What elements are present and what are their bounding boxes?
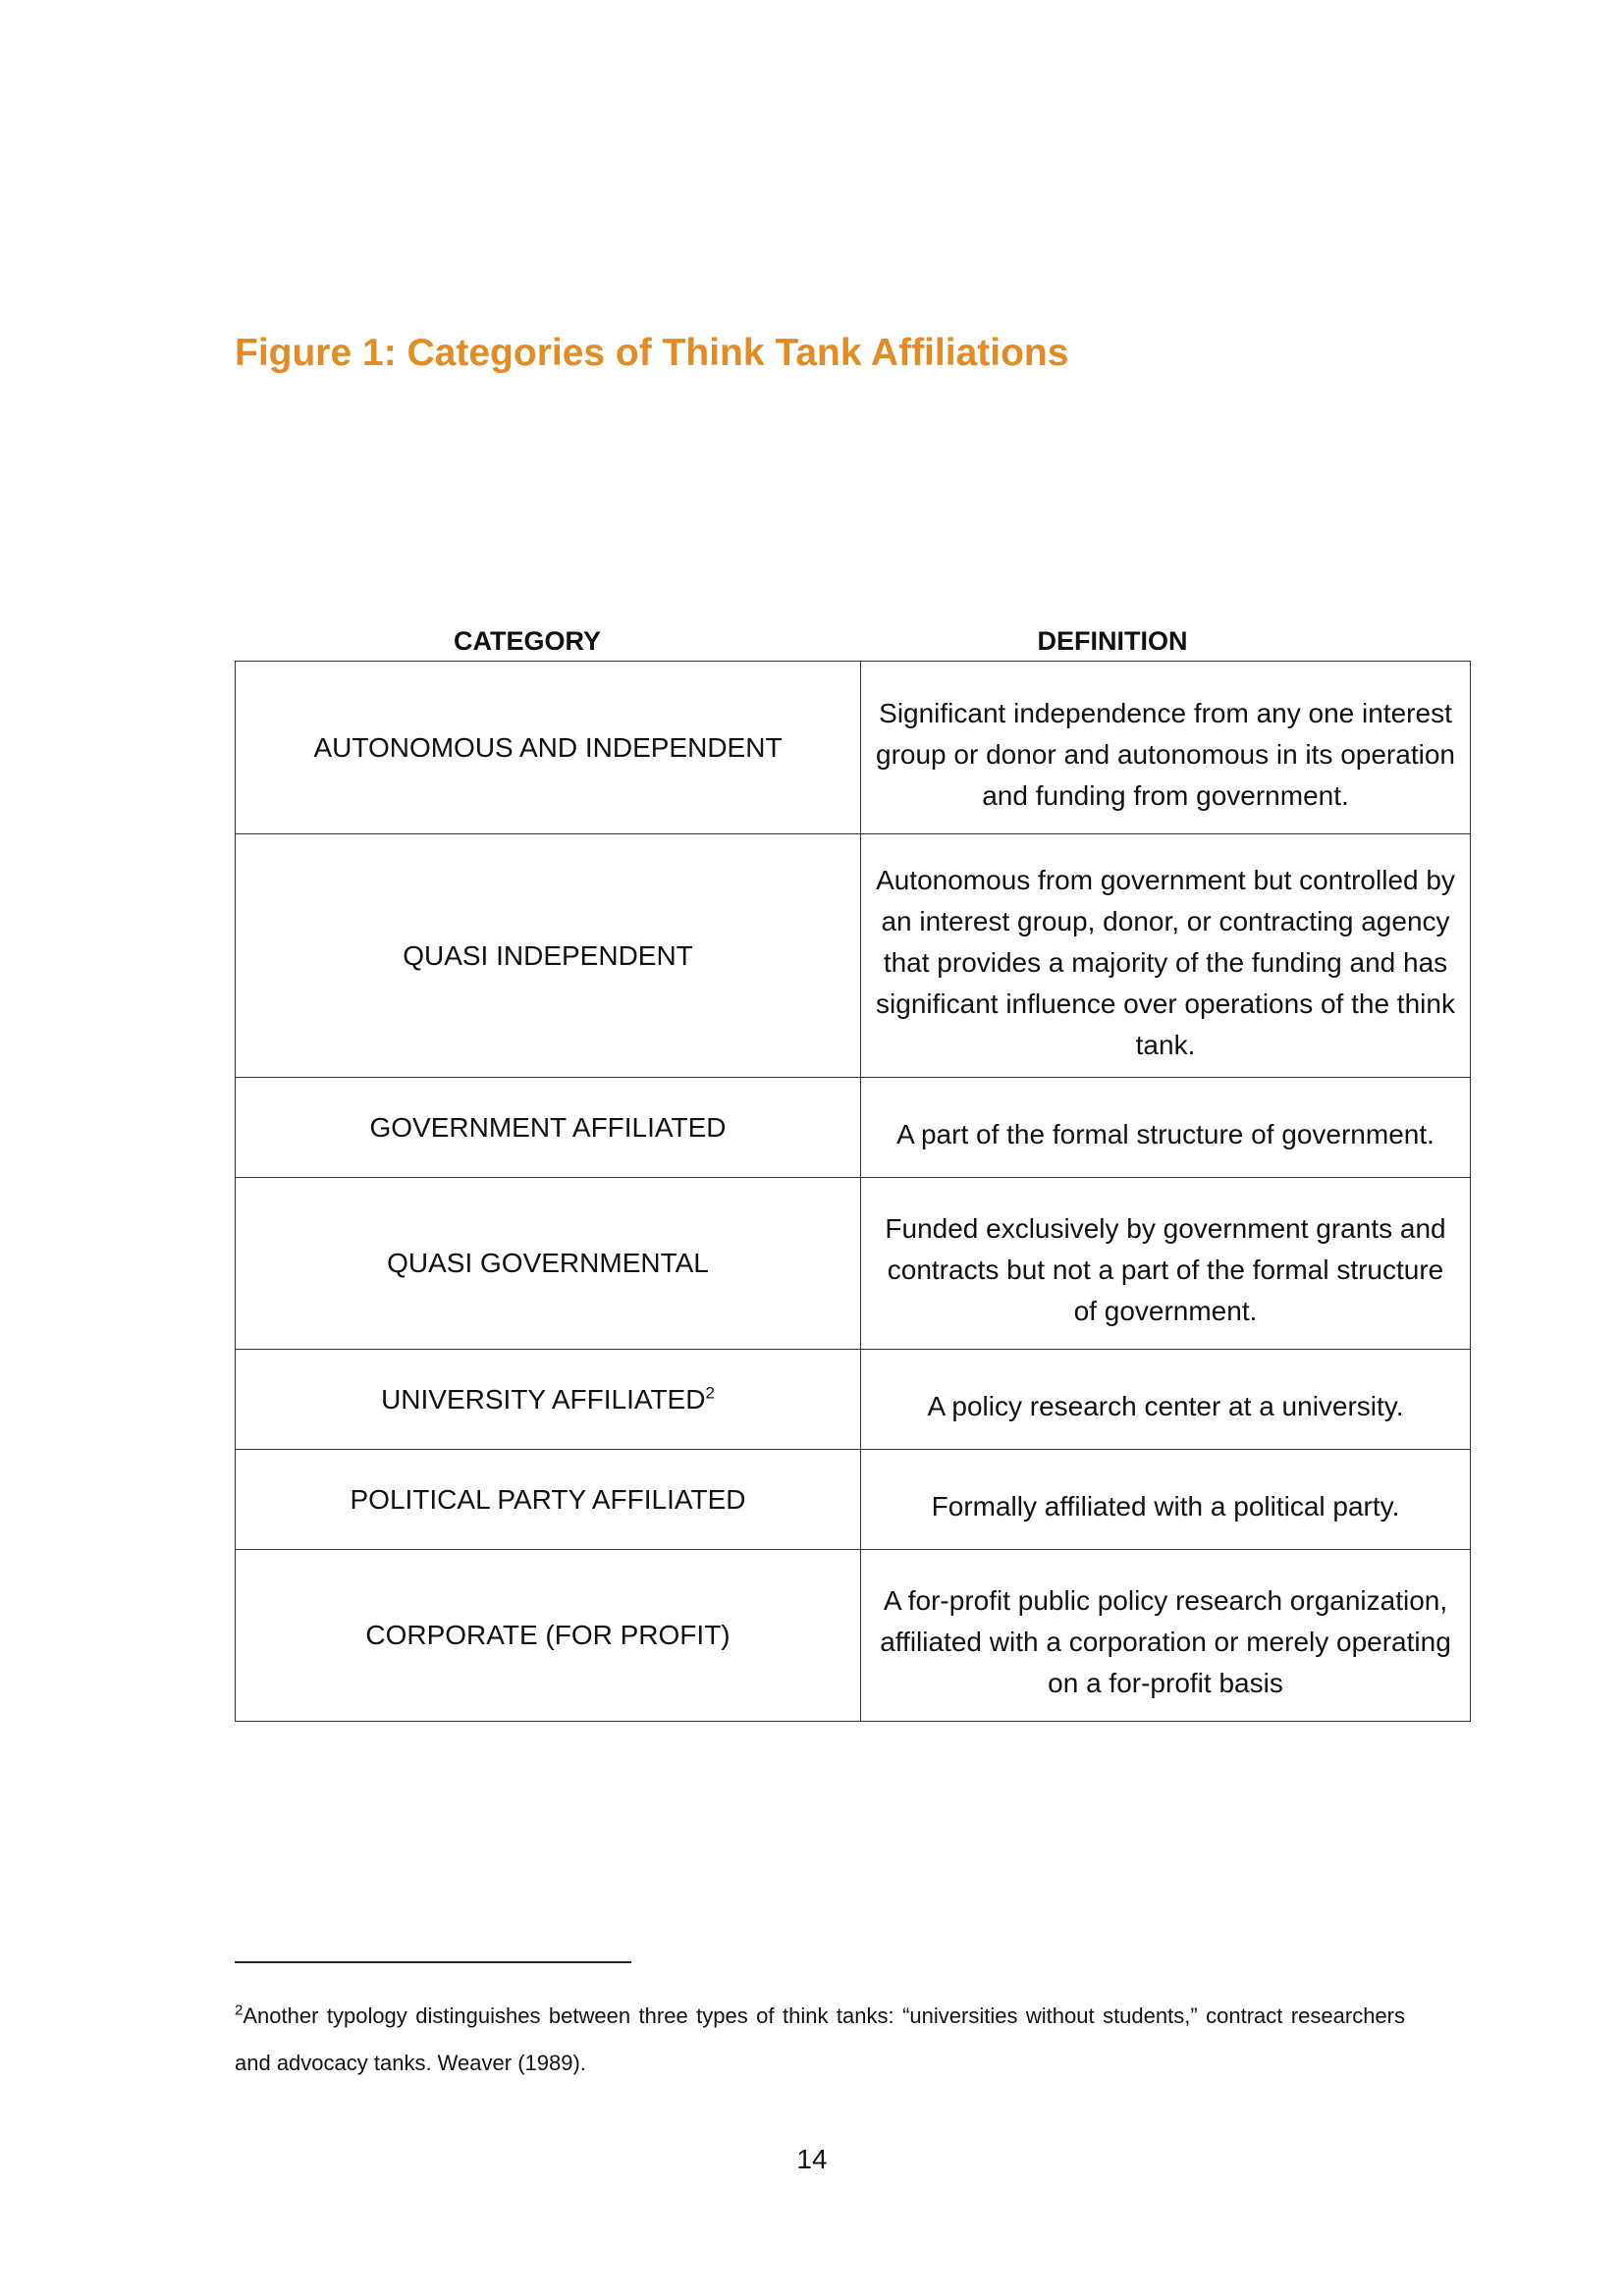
table-row — [236, 1350, 1471, 1450]
definition-cell: Autonomous from government but controlled by an interest group, donor, or contracting agency that provides a majority of the funding and has significant influence over operations of the think tank. — [861, 834, 1471, 1078]
table-column-headers — [235, 616, 1405, 661]
category-cell: AUTONOMOUS AND INDEPENDENT — [236, 662, 861, 834]
category-text: UNIVERSITY AFFILIATED — [381, 1383, 706, 1415]
category-cell: GOVERNMENT AFFILIATED — [236, 1078, 861, 1178]
definition-cell: Formally affiliated with a political party. — [861, 1450, 1471, 1550]
table-row — [236, 1450, 1471, 1550]
affiliations-table-container — [235, 616, 1455, 1722]
category-cell: QUASI INDEPENDENT — [236, 834, 861, 1078]
definition-cell: A for-profit public policy research organization, affiliated with a corporation or merely operating on a for-profit basis — [861, 1550, 1471, 1722]
definition-cell: Significant independence from any one interest group or donor and autonomous in its operation and funding from government. — [861, 662, 1471, 834]
definition-cell: A part of the formal structure of government. — [861, 1078, 1471, 1178]
category-cell: POLITICAL PARTY AFFILIATED — [236, 1450, 861, 1550]
definition-cell: A policy research center at a university. — [861, 1350, 1471, 1450]
category-cell: CORPORATE (FOR PROFIT) — [236, 1550, 861, 1722]
footnote-mark: 2 — [235, 2002, 244, 2019]
definition-cell: Funded exclusively by government grants and contracts but not a part of the formal structure of government. — [861, 1178, 1471, 1350]
footnote — [235, 1993, 1405, 2087]
column-header-category: CATEGORY — [453, 626, 601, 656]
table-row — [236, 1550, 1471, 1722]
category-cell — [236, 1350, 861, 1450]
category-cell: QUASI GOVERNMENTAL — [236, 1178, 861, 1350]
table-row — [236, 662, 1471, 834]
footnote-separator — [235, 1961, 631, 1963]
table-row — [236, 1178, 1471, 1350]
table-row — [236, 1078, 1471, 1178]
footnote-text: Another typology distinguishes between three types of think tanks: “universities without students,” contract researchers and advocacy tanks. Weaver (1989). — [235, 2003, 1405, 2075]
footnote-reference-mark: 2 — [705, 1383, 715, 1403]
page-number: 14 — [796, 2144, 828, 2174]
figure-title: Figure 1: Categories of Think Tank Affiliations — [235, 332, 1069, 374]
table-row — [236, 834, 1471, 1078]
column-header-definition: DEFINITION — [1037, 626, 1188, 656]
affiliations-table — [235, 661, 1471, 1722]
